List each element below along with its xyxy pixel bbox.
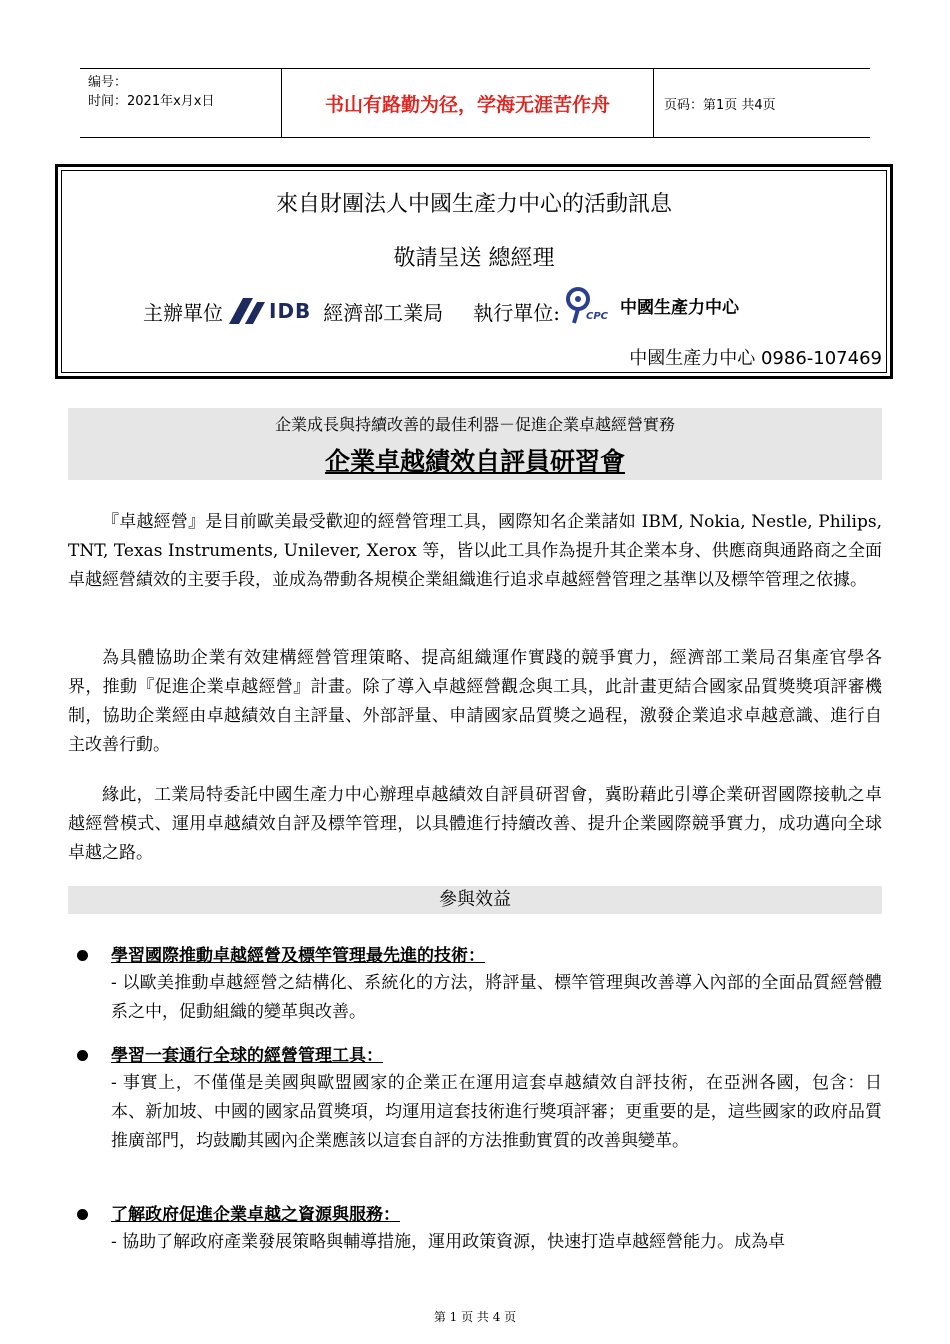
bullet-icon bbox=[77, 1050, 88, 1061]
number-label: 编号： bbox=[88, 75, 128, 90]
purpose-paragraph: 緣此，工業局特委託中國生產力中心辦理卓越績效自評員研習會，冀盼藉此引導企業研習國際接軌之卓越經營模式、運用卓越績效自評及標竿管理，以具體進行持續改善、提升企業國際競爭實力，成功邁向全球卓越之路。 bbox=[68, 785, 882, 863]
header-meta bbox=[80, 69, 282, 137]
idb-logo-mark-icon bbox=[227, 296, 267, 326]
idb-logo-text: IDB bbox=[269, 299, 312, 323]
motto: 书山有路勤为径，学海无涯苦作舟 bbox=[282, 69, 654, 137]
benefit-description: - 協助了解政府產業發展策略與輔導措施，運用政策資源，快速打造卓越經營能力。成為卓 bbox=[111, 1232, 786, 1252]
course-tagline: 企業成長與持續改善的最佳利器－促進企業卓越經營實務 bbox=[274, 415, 675, 434]
document-header bbox=[80, 68, 870, 138]
cpc-logo-text: CPC bbox=[586, 311, 609, 322]
cpc-logo-mark-icon bbox=[564, 285, 616, 325]
benefit-title: 學習一套通行全球的經營管理工具： bbox=[111, 1046, 383, 1066]
organizer-name: 經濟部工業局 bbox=[323, 300, 444, 325]
benefit-title: 學習國際推動卓越經營及標竿管理最先進的技術： bbox=[111, 946, 485, 966]
course-header bbox=[68, 408, 882, 480]
background-paragraph: 為具體協助企業有效建構經營管理策略、提高組織運作實踐的競爭實力，經濟部工業局召集產官學各界，推動『促進企業卓越經營』計畫。除了導入卓越經營觀念與工具，此計畫更結合國家品質獎獎項評審機制，協助企業經由卓越績效自主評量、外部評量、申請國家品質獎之過程，激發企業追求卓越意識、進行自主改善行動。 bbox=[68, 648, 882, 755]
organizer-row bbox=[143, 291, 843, 331]
benefit-description: - 以歐美推動卓越經營之結構化、系統化的方法，將評量、標竿管理與改善導入內部的全面品質經營體系之中，促動組織的變革與改善。 bbox=[111, 973, 882, 1022]
idb-logo bbox=[227, 296, 311, 326]
benefit-description: - 事實上，不僅僅是美國與歐盟國家的企業正在運用這套卓越績效自評技術，在亞洲各國，包含：日本、新加坡、中國的國家品質獎項，均運用這套技術進行獎項評審；更重要的是，這些國家的政府品質推廣部門，均鼓勵其國內企業應該以這套自評的方法推動實質的改善與變革。 bbox=[111, 1073, 882, 1151]
intro-paragraph: 『卓越經營』是目前歐美最受歡迎的經營管理工具，國際知名企業諸如 IBM, Nokia, Nestle, Philips, TNT, Texas Instruments, Unilever, Xerox 等，皆以此工具作為提升其企業本身、供應商與通路商之全面卓越經營績效的主要手段，並成為帶動各規模企業組織進行追求卓越經營管理之基準以及標竿管理之依據。 bbox=[68, 512, 882, 590]
executor-label: 執行單位: bbox=[473, 300, 561, 325]
page-indicator: 页码：第1页 共4页 bbox=[664, 97, 776, 113]
benefits-heading: 參與效益 bbox=[68, 886, 882, 914]
organizer-label: 主辦單位 bbox=[143, 300, 223, 325]
date-label: 时间：2021年x月x日 bbox=[88, 94, 215, 109]
event-info-box bbox=[55, 164, 893, 379]
cpc-name: 中國生產力中心 bbox=[620, 297, 740, 318]
contact-info: 中國生產力中心 0986-107469 bbox=[629, 348, 882, 369]
course-title: 企業卓越績效自評員研習會 bbox=[324, 447, 625, 476]
benefit-title: 了解政府促進企業卓越之資源與服務： bbox=[111, 1205, 400, 1225]
cpc-logo bbox=[564, 285, 739, 325]
event-info-recipient: 敬請呈送 總經理 bbox=[393, 246, 555, 271]
bullet-icon bbox=[77, 1209, 88, 1220]
page-footer: 第 1 页 共 4 页 bbox=[433, 1310, 517, 1324]
bullet-icon bbox=[77, 950, 88, 961]
event-info-title: 來自財團法人中國生產力中心的活動訊息 bbox=[275, 192, 672, 217]
